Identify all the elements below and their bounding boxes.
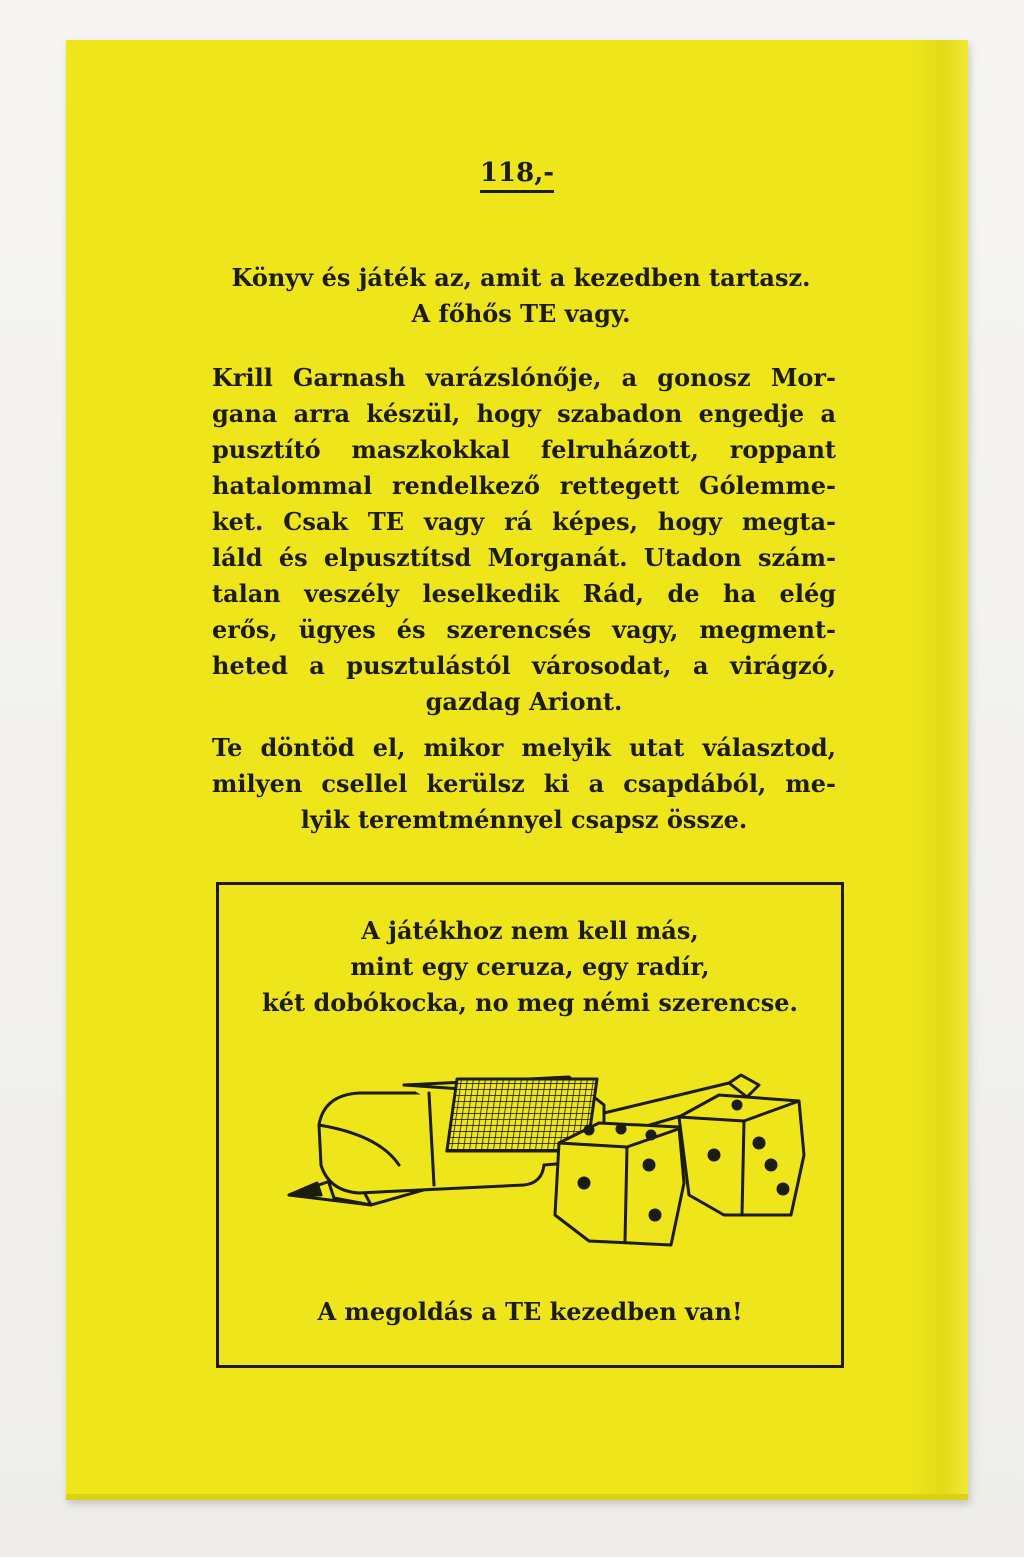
intro-line-2: A főhős TE vagy. <box>411 299 631 328</box>
choice-line: lyik teremtménnyel csapsz össze. <box>300 805 748 834</box>
story-line: gazdag Ariont. <box>425 687 623 716</box>
requirements-line: mint egy ceruza, egy radír, <box>350 952 710 981</box>
story-line: heted a pusztulástól városodat, a virágzó, <box>212 651 836 680</box>
story-line: erős, ügyes és szerencsés vagy, megment- <box>212 615 836 644</box>
story-line: pusztító maszkokkal felruházott, roppant <box>212 435 836 464</box>
die-icon <box>555 1123 684 1245</box>
choice-paragraph <box>212 730 836 838</box>
story-line: Krill Garnash varázslónője, a gonosz Mor- <box>212 363 836 392</box>
die-icon <box>679 1095 804 1215</box>
requirements-line: két dobókocka, no meg némi szerencse. <box>262 988 798 1017</box>
story-line: hatalommal rendelkező rettegett Gólemme- <box>212 471 836 500</box>
eraser-pencil-dice-illustration <box>259 1065 819 1265</box>
bottom-edge <box>66 1494 968 1500</box>
story-line: gana arra készül, hogy szabadon engedje a <box>212 399 836 428</box>
story-line: talan veszély leselkedik Rád, de ha elég <box>212 579 836 608</box>
choice-line: Te döntöd el, mikor melyik utat választod, <box>212 733 836 762</box>
story-line: láld és elpusztítsd Morganát. Utadon szám- <box>212 543 836 572</box>
requirements-line: A játékhoz nem kell más, <box>361 916 699 945</box>
requirements-box <box>216 882 844 1368</box>
intro-line-1: Könyv és játék az, amit a kezedben tartasz. <box>231 263 811 292</box>
price-label: 118,- <box>66 158 968 188</box>
book-back-cover <box>66 40 968 1500</box>
intro-text <box>206 260 836 332</box>
story-paragraph <box>212 360 836 720</box>
page-edge <box>908 40 968 1500</box>
slogan-text: A megoldás a TE kezedben van! <box>317 1297 743 1326</box>
story-line: ket. Csak TE vagy rá képes, hogy megta- <box>212 507 836 536</box>
requirements-text <box>219 913 841 1021</box>
choice-line: milyen csellel kerülsz ki a csapdából, me- <box>212 769 836 798</box>
